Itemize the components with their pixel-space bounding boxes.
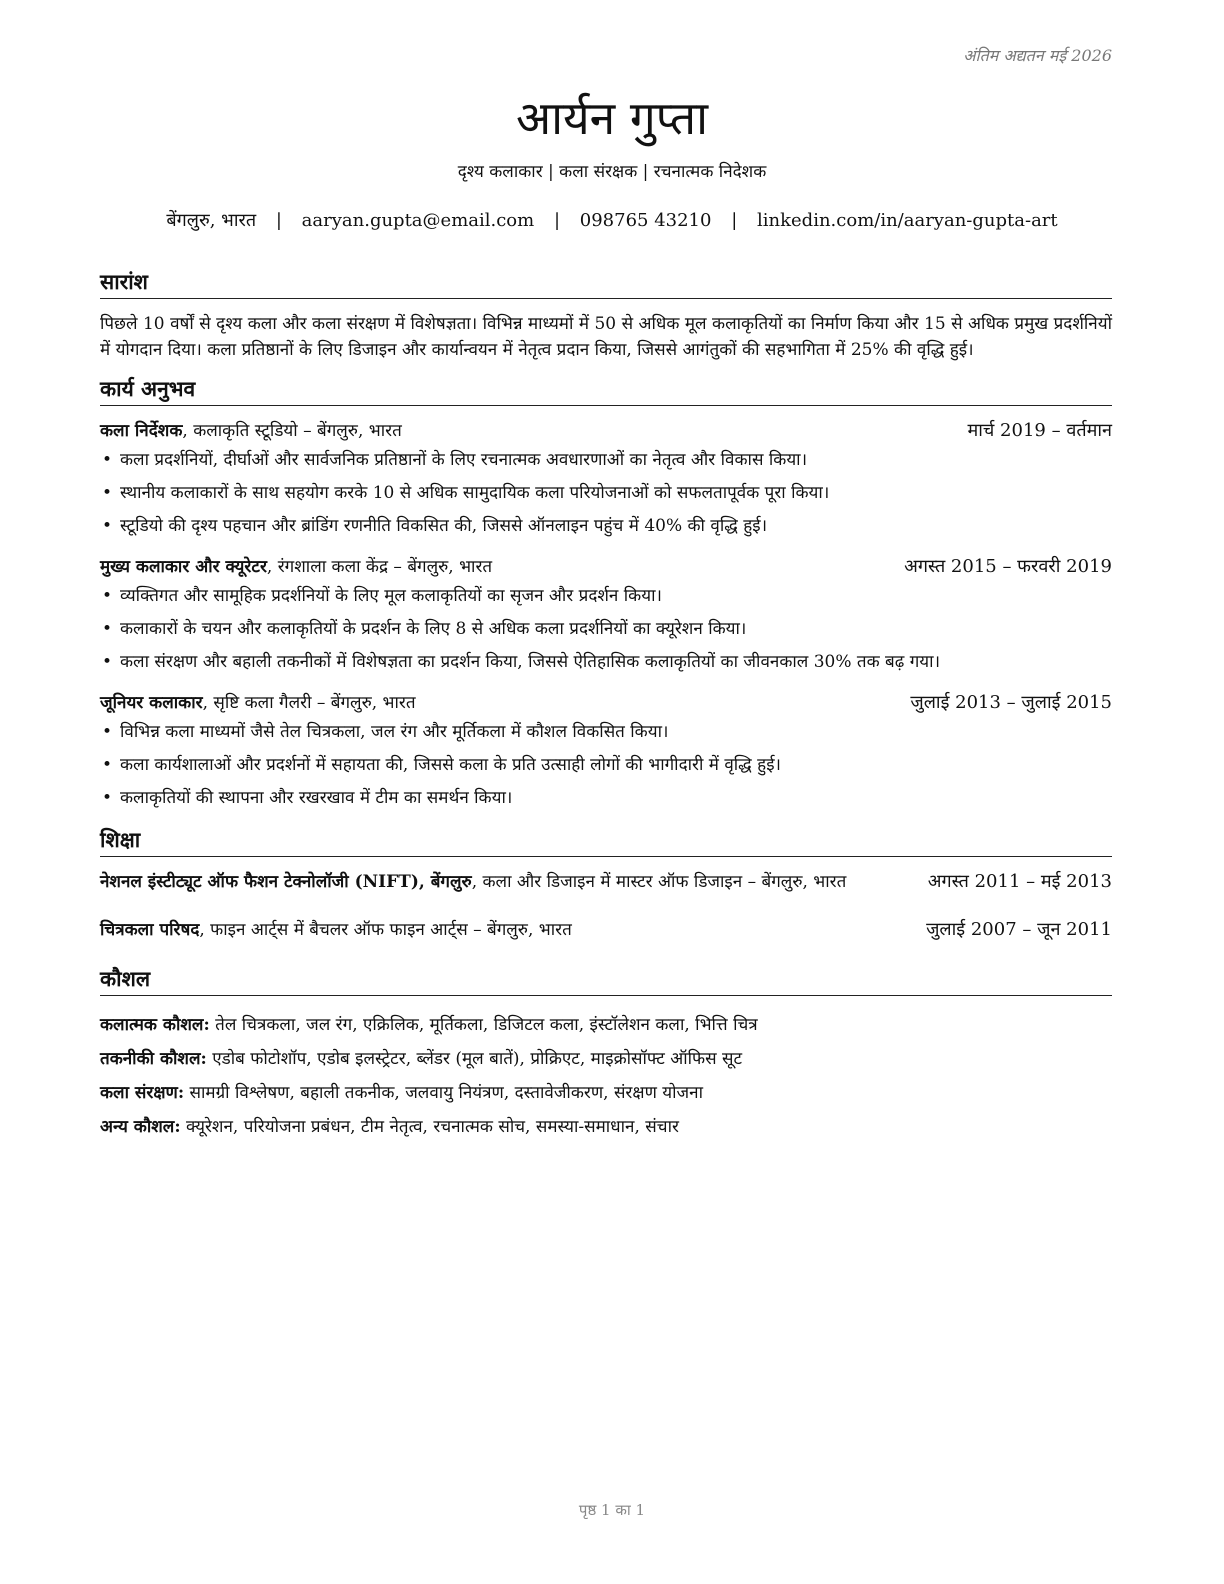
- skill-label: कला संरक्षण:: [100, 1083, 185, 1103]
- bullet-icon: •: [102, 516, 113, 536]
- job-dates: अगस्त 2015 – फरवरी 2019: [904, 556, 1112, 577]
- list-item: [100, 481, 1112, 505]
- last-updated-note: अंतिम अद्यतन मई 2026: [963, 46, 1112, 65]
- skill-label: कलात्मक कौशल:: [100, 1015, 210, 1035]
- section-title-summary: सारांश: [100, 268, 1112, 299]
- bullet-text: कलाकारों के चयन और कलाकृतियों के प्रदर्शन के लिए 8 से अधिक कला प्रदर्शनियों का क्यूरेशन किया।: [120, 619, 747, 639]
- contact-phone: 098765 43210: [579, 210, 712, 231]
- bullet-text: कला प्रदर्शनियों, दीर्घाओं और सार्वजनिक प्रतिष्ठानों के लिए रचनात्मक अवधारणाओं का नेतृत्व और विकास किया।: [120, 450, 808, 470]
- skill-line: [100, 1076, 1112, 1110]
- bullet-icon: •: [102, 586, 113, 606]
- bullet-icon: •: [102, 788, 113, 808]
- list-item: [100, 753, 1112, 777]
- page-number: पृष्ठ 1 का 1: [578, 1501, 646, 1519]
- bullet-text: कला संरक्षण और बहाली तकनीकों में विशेषज्ञता का प्रदर्शन किया, जिससे ऐतिहासिक कलाकृतियों का जीवनकाल 30% तक बढ़ गया।: [120, 652, 941, 672]
- list-item: [100, 448, 1112, 472]
- section-title-experience: कार्य अनुभव: [100, 375, 1112, 406]
- bullet-icon: •: [102, 722, 113, 742]
- bullet-text: कलाकृतियों की स्थापना और रखरखाव में टीम का समर्थन किया।: [120, 788, 513, 808]
- bullet-text: कला कार्यशालाओं और प्रदर्शनों में सहायता की, जिससे कला के प्रति उत्साही लोगों की भागीदारी में वृद्धि हुई।: [120, 755, 781, 775]
- skill-line: [100, 1042, 1112, 1076]
- job-org: , रंगशाला कला केंद्र – बेंगलुरु, भारत: [266, 557, 493, 577]
- job-role: कला निर्देशक: [100, 421, 183, 441]
- bullet-icon: •: [102, 755, 113, 775]
- education-dates: जुलाई 2007 – जून 2011: [926, 919, 1112, 940]
- education-section: [100, 826, 1112, 943]
- contact-separator: |: [275, 210, 282, 231]
- bullet-icon: •: [102, 619, 113, 639]
- list-item: [100, 720, 1112, 744]
- skill-value: क्यूरेशन, परियोजना प्रबंधन, टीम नेतृत्व, रचनात्मक सोच, समस्या-समाधान, संचार: [180, 1117, 679, 1137]
- education-dates: अगस्त 2011 – मई 2013: [927, 871, 1112, 892]
- summary-text: पिछले 10 वर्षों से दृश्य कला और कला संरक्षण में विशेषज्ञता। विभिन्न माध्यमों में 50 से अधिक मूल कलाकृतियों का निर्माण किया और 15 से अधिक प्रमुख प्रदर्शनियों में योगदान दिया। कला प्रतिष्ठानों के लिए डिजाइन और कार्यान्वयन में नेतृत्व प्रदान किया, जिससे आगंतुकों की सहभागिता में 25% की वृद्धि हुई।: [100, 314, 1112, 360]
- job-bullets: [100, 448, 1112, 538]
- tagline: दृश्य कलाकार | कला संरक्षक | रचनात्मक निदेशक: [457, 162, 767, 182]
- skill-value: तेल चित्रकला, जल रंग, एक्रिलिक, मूर्तिकला, डिजिटल कला, इंस्टॉलेशन कला, भित्ति चित्र: [209, 1015, 758, 1035]
- job-entry: [100, 418, 1112, 538]
- job-role: मुख्य कलाकार और क्यूरेटर: [100, 557, 267, 577]
- education-institution: नेशनल इंस्टीट्यूट ऑफ फैशन टेक्नोलॉजी (NIFT), बेंगलुरु: [100, 872, 472, 892]
- contact-separator: |: [553, 210, 561, 231]
- list-item: [100, 617, 1112, 641]
- experience-section: [100, 375, 1112, 810]
- bullet-text: स्थानीय कलाकारों के साथ सहयोग करके 10 से अधिक सामुदायिक कला परियोजनाओं को सफलतापूर्वक पूरा किया।: [120, 483, 830, 503]
- contact-separator: |: [731, 210, 738, 231]
- list-item: [100, 786, 1112, 810]
- skill-label: तकनीकी कौशल:: [100, 1049, 207, 1069]
- skill-line: [100, 1008, 1112, 1042]
- contact-email[interactable]: aaryan.gupta@email.com: [301, 210, 535, 231]
- contact-line: [0, 208, 1224, 234]
- candidate-name: आर्यन गुप्ता: [515, 91, 709, 145]
- resume-header: [0, 88, 1224, 234]
- bullet-text: स्टूडियो की दृश्य पहचान और ब्रांडिंग रणनीति विकसित की, जिससे ऑनलाइन पहुंच में 40% की वृद्धि हुई।: [120, 516, 768, 536]
- skill-value: एडोब फोटोशॉप, एडोब इलस्ट्रेटर, ब्लेंडर (मूल बातें), प्रोक्रिएट, माइक्रोसॉफ्ट ऑफिस सूट: [206, 1049, 743, 1069]
- skills-section: [100, 965, 1112, 1144]
- bullet-icon: •: [102, 483, 113, 503]
- list-item: [100, 584, 1112, 608]
- education-detail: , कला और डिजाइन में मास्टर ऑफ डिजाइन – बेंगलुरु, भारत: [471, 872, 847, 892]
- job-bullets: [100, 720, 1112, 810]
- bullet-text: व्यक्तिगत और सामूहिक प्रदर्शनियों के लिए मूल कलाकृतियों का सृजन और प्रदर्शन किया।: [120, 586, 662, 606]
- bullet-text: विभिन्न कला माध्यमों जैसे तेल चित्रकला, जल रंग और मूर्तिकला में कौशल विकसित किया।: [120, 722, 669, 742]
- contact-linkedin[interactable]: linkedin.com/in/aaryan-gupta-art: [757, 210, 1058, 231]
- list-item: [100, 650, 1112, 674]
- list-item: [100, 514, 1112, 538]
- education-detail: , फाइन आर्ट्स में बैचलर ऑफ फाइन आर्ट्स – बेंगलुरु, भारत: [199, 920, 572, 940]
- job-entry: [100, 554, 1112, 674]
- skill-value: सामग्री विश्लेषण, बहाली तकनीक, जलवायु नियंत्रण, दस्तावेजीकरण, संरक्षण योजना: [184, 1083, 703, 1103]
- resume-body: [100, 268, 1112, 1144]
- summary-section: [100, 268, 1112, 363]
- job-entry: [100, 690, 1112, 810]
- section-title-skills: कौशल: [100, 965, 1112, 996]
- skill-line: [100, 1110, 1112, 1144]
- bullet-icon: •: [102, 450, 113, 470]
- job-org: , कलाकृति स्टूडियो – बेंगलुरु, भारत: [182, 421, 402, 441]
- education-entry: [100, 869, 1112, 895]
- job-org: , सृष्टि कला गैलरी – बेंगलुरु, भारत: [202, 693, 416, 713]
- section-title-education: शिक्षा: [100, 826, 1112, 857]
- job-role: जूनियर कलाकार: [100, 693, 203, 713]
- job-dates: मार्च 2019 – वर्तमान: [967, 420, 1112, 441]
- education-entry: [100, 917, 1112, 943]
- job-bullets: [100, 584, 1112, 674]
- contact-location: बेंगलुरु, भारत: [166, 210, 257, 231]
- skill-label: अन्य कौशल:: [100, 1117, 181, 1137]
- bullet-icon: •: [102, 652, 113, 672]
- education-institution: चित्रकला परिषद: [100, 920, 200, 940]
- job-dates: जुलाई 2013 – जुलाई 2015: [910, 692, 1112, 713]
